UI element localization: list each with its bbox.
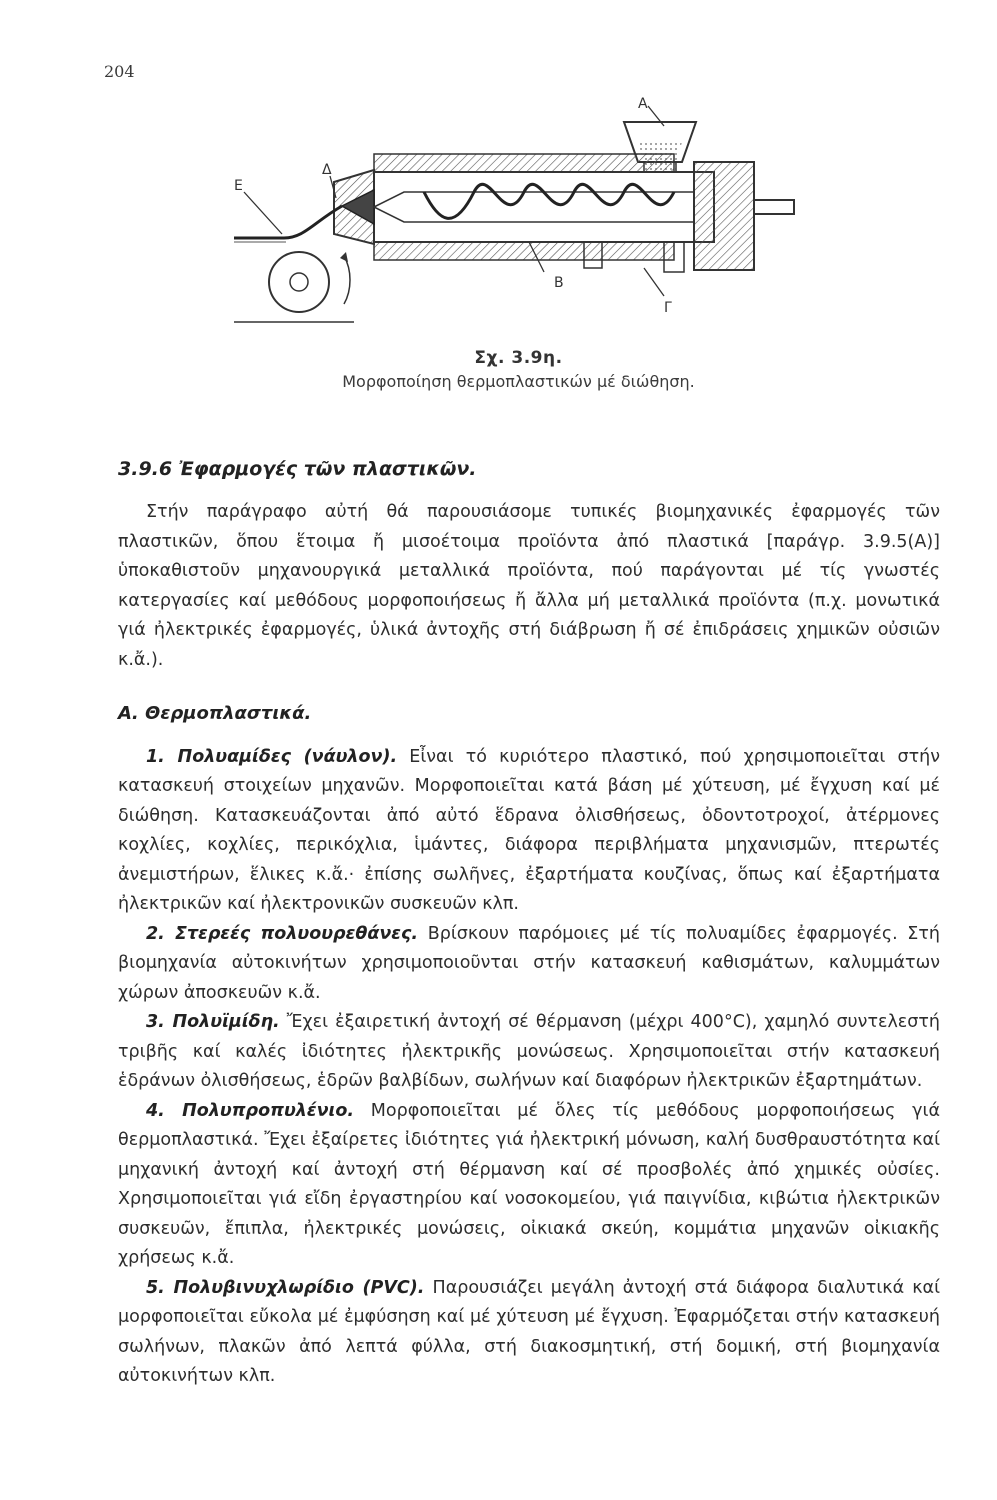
item-title: 2. Στερεές πολυουρεθάνες. (146, 923, 419, 944)
list-item (118, 1097, 940, 1274)
label-b: B (554, 275, 564, 291)
extrusion-diagram (224, 92, 804, 332)
item-title: 5. Πολυβινυχλωρίδιο (PVC). (146, 1277, 425, 1298)
item-title: 1. Πολυαμίδες (νάυλον). (146, 746, 398, 767)
subheading-thermoplastics: Α. Θερμοπλαστικά. (118, 703, 312, 724)
figure-caption-number: Σχ. 3.9η. (474, 348, 563, 368)
take-up-roller (269, 252, 350, 312)
item-text: Βρίσκουν παρόμοιες μέ τίς πολυαμίδες ἐφαρμογές. Στή βιομηχανία αὐτοκινήτων χρησιμοποιοῦνται στήν κατασκευή καθισμάτων, καλυμμάτων χώρων ἀποσκευῶν κ.ἄ. (118, 923, 940, 1003)
item-text: Παρουσιάζει μεγάλη ἀντοχή στά διάφορα διαλυτικά καί μορφοποιεῖται εὔκολα μέ ἐμφύσηση καί μέ χύτευση μέ ἔγχυση. Ἐφαρμόζεται στήν κατασκευή σωλήνων, πλακῶν ἀπό λεπτά φύλλα, στή διακοσμητική, στή δομική, στή βιομηχανία αὐτοκινήτων κλπ. (118, 1277, 941, 1386)
list-item (118, 1008, 940, 1097)
item-text: Μορφοποιεῖται μέ ὅλες τίς μεθόδους μορφοποιήσεως γιά θερμοπλαστικά. Ἔχει ἐξαίρετες ἰδιότητες γιά ἠλεκτρική μόνωση, καλή δυσθραυστότητα καί μηχανική ἀντοχή καί ἀντοχή στή θέρμανση καί σέ προσβολές ἀπό χημικές οὐσίες. Χρησιμοποιεῖται γιά εἴδη ἐργαστηρίου καί νοσοκομείου, γιά παιγνίδια, κιβώτια ἠλεκτρικῶν συσκευῶν, ἔπιπλα, ἠλεκτρικές μονώσεις, οἰκιακά σκεύη, κομμάτια μηχανῶν οἰκιακῆς χρήσεως κ.ἄ. (118, 1100, 940, 1268)
item-title: 4. Πολυπροπυλένιο. (146, 1100, 354, 1121)
label-delta: Δ (322, 162, 332, 178)
body-text (118, 498, 940, 1392)
item-text: Ἔχει ἐξαιρετική ἀντοχή σέ θέρμανση (μέχρι 400°C), χαμηλό συντελεστή τριβῆς καί καλές ἰδιότητες ἠλεκτρικῆς μονώσεως. Χρησιμοποιεῖται στήν κατασκευή ἑδράνων ὀλισθήσεως, ἑδρῶν βαλβίδων, σωλήνων καί διαφόρων ἠλεκτρικῶν ἐξαρτημάτων. (118, 1012, 940, 1091)
item-title: 3. Πολυϊμίδη. (146, 1012, 280, 1032)
page-number: 204 (104, 62, 135, 81)
item-text: Εἶναι τό κυριότερο πλαστικό, πού χρησιμοποιεῖται στήν κατασκευή στοιχείων μηχανῶν. Μορφοποιεῖται κατά βάση μέ χύτευση, μέ ἔγχυση καί μέ διώθηση. Κατασκευάζονται ἀπό αὐτό ἕδρανα ὀλισθήσεως, ὀδοντοτροχοί, ἀτέρμονες κοχλίες, κοχλίες, περικόχλια, ἱμάντες, διάφορα περιβλήματα μηχανισμῶν, πτερωτές ἀνεμιστήρων, ἕλικες κ.ἄ.· ἐπίσης σωλῆνες, ἐξαρτήματα κουζίνας, ὅπως καί ἐξαρτήματα ἠλεκτρικῶν καί ἠλεκτρονικῶν συσκευῶν κλπ. (118, 746, 940, 914)
barrel (374, 154, 754, 272)
label-gamma: Γ (664, 300, 672, 316)
intro-paragraph: Στήν παράγραφο αὐτή θά παρουσιάσομε τυπικές βιομηχανικές ἐφαρμογές τῶν πλαστικῶν, ὅπου ἕτοιμα ἤ μισοέτοιμα προϊόντα ἀπό πλαστικά [παράγρ. 3.9.5(Α)] ὑποκαθιστοῦν μηχανουργικά μεταλλικά προϊόντα, πού παράγονται μέ τίς γνωστές κατεργασίες καί μεθόδους μορφοποιήσεως ἤ ἄλλα μή μεταλλικά προϊόντα (π.χ. μονωτικά γιά ἠλεκτρικές ἐφαρμογές, ὑλικά ἀντοχῆς στή διάβρωση ἤ σέ ἐπιδράσεις χημικῶν οὐσιῶν κ.ἄ.). (118, 502, 940, 670)
figure-caption-text: Μορφοποίηση θερμοπλαστικών μέ διώθηση. (342, 372, 695, 391)
list-item (118, 1274, 940, 1392)
extruder-drawing (224, 92, 804, 332)
section-title: 3.9.6 Ἐφαρμογές τῶν πλαστικῶν. (118, 458, 477, 480)
label-a: A (638, 96, 648, 112)
list-item (118, 743, 940, 920)
list-item (118, 920, 940, 1009)
label-e: E (234, 178, 243, 194)
